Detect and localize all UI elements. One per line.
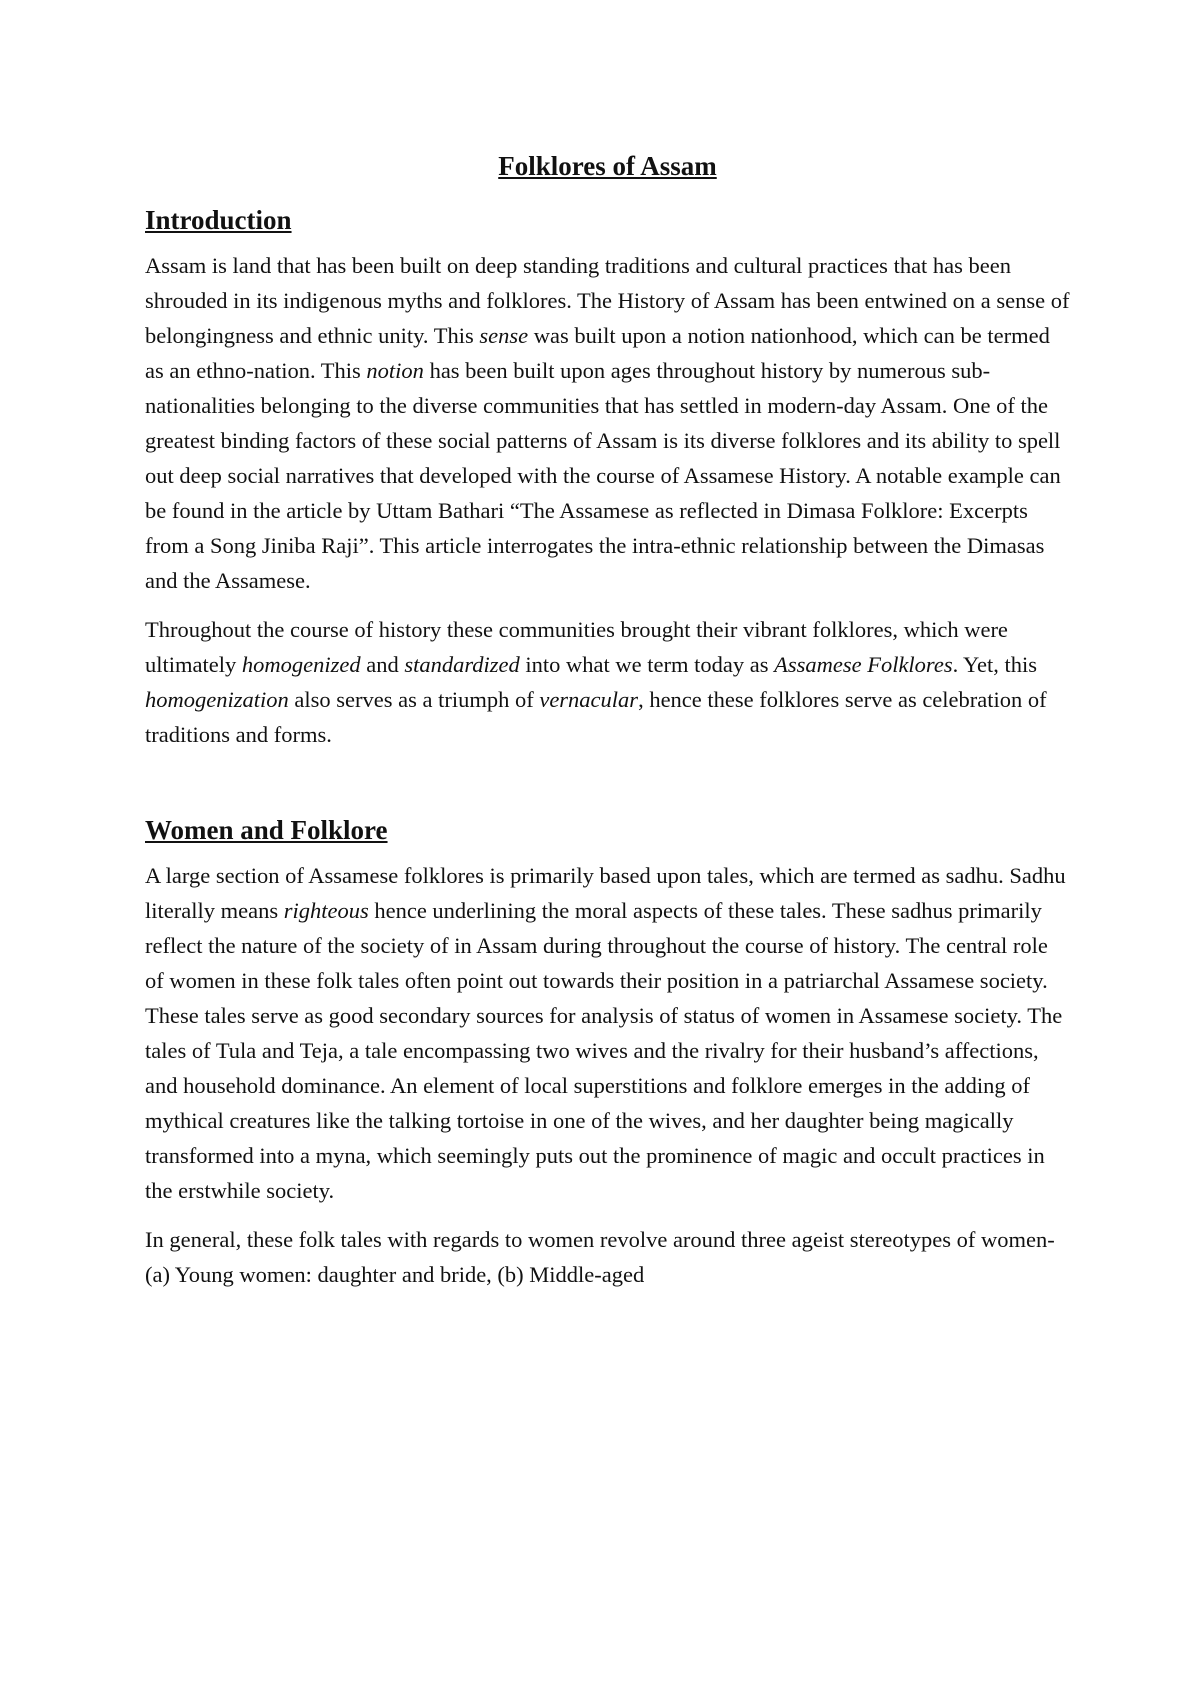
document-body [145, 148, 1070, 1306]
text-run: . Yet, this [952, 652, 1038, 677]
paragraph-women-1 [145, 858, 1070, 1208]
paragraph-intro-1 [145, 248, 1070, 598]
section-heading-introduction: Introduction [145, 205, 292, 235]
italic-text-run: sense [479, 323, 529, 348]
text-run: , hence these folklores serve as celebration of traditions and forms. [145, 687, 1047, 747]
text-run: Assam is land that has been built on deep standing traditions and cultural practices that has been shrouded in its indigenous myths and folklores. The History of Assam has been entwined on a sense of belongingness and ethnic unity. This [145, 253, 1070, 348]
section-heading-women-and-folklore: Women and Folklore [145, 815, 388, 845]
text-run: and [360, 652, 405, 677]
text-run: was built upon a notion nationhood, which can be termed as an ethno-nation. This [145, 323, 1050, 383]
italic-text-run: vernacular [539, 687, 639, 712]
italic-text-run: notion [366, 358, 424, 383]
text-run: also serves as a triumph of [288, 687, 540, 712]
document-title: Folklores of Assam [498, 151, 717, 181]
text-run: has been built upon ages throughout history by numerous sub-nationalities belonging to the diverse communities that has settled in modern-day Assam. One of the greatest binding factors of these social patterns of Assam is its diverse folklores and its ability to spell out deep social narratives that developed with the course of Assamese History. A notable example can be found in the article by Uttam Bathari “The Assamese as reflected in Dimasa Folklore: Excerpts from a Song Jiniba Raji”. This article interrogates the intra-ethnic relationship between the Dimasas and the Assamese. [145, 358, 1061, 593]
italic-text-run: homogenization [145, 687, 289, 712]
text-run: hence underlining the moral aspects of these tales. These sadhus primarily reflect the nature of the society of in Assam during throughout the course of history. The central role of women in these folk tales often point out towards their position in a patriarchal Assamese society. These tales serve as good secondary sources for analysis of status of women in Assamese society. The tales of Tula and Teja, a tale encompassing two wives and the rivalry for their husband’s affections, and household dominance. An element of local superstitions and folklore emerges in the adding of mythical creatures like the talking tortoise in one of the wives, and her daughter being magically transformed into a myna, which seemingly puts out the prominence of magic and occult practices in the erstwhile society. [145, 898, 1063, 1203]
text-run: In general, these folk tales with regards to women revolve around three ageist stereotypes of women-(a) Young women: daughter and bride, (b) Middle-aged [145, 1227, 1055, 1287]
paragraph-intro-2 [145, 612, 1070, 752]
italic-text-run: Assamese Folklores [774, 652, 953, 677]
text-run: into what we term today as [519, 652, 775, 677]
text-run: A large section of Assamese folklores is primarily based upon tales, which are termed as sadhu. Sadhu literally means [145, 863, 1066, 923]
text-run: Throughout the course of history these communities brought their vibrant folklores, which were ultimately [145, 617, 1008, 677]
italic-text-run: righteous [283, 898, 369, 923]
paragraph-women-2 [145, 1222, 1070, 1292]
italic-text-run: standardized [404, 652, 520, 677]
italic-text-run: homogenized [241, 652, 361, 677]
